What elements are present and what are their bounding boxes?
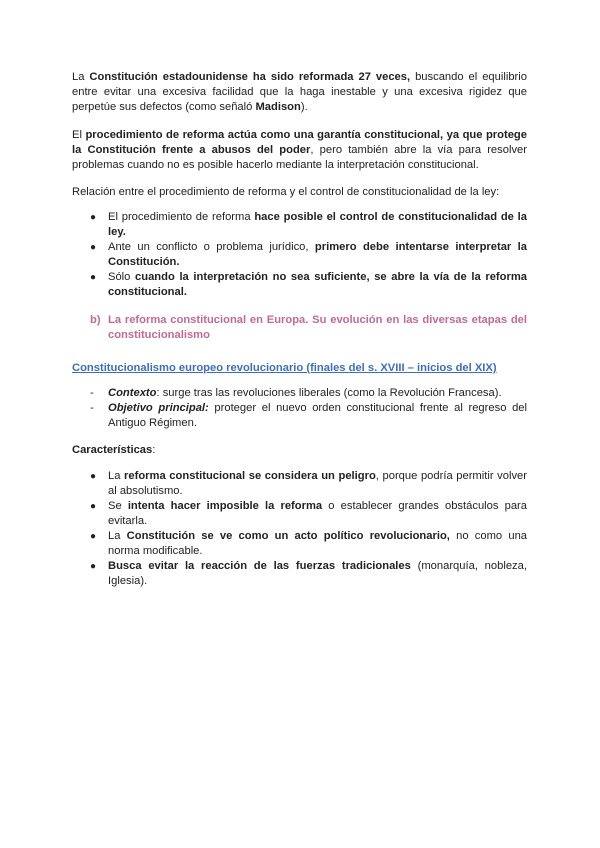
section-link-revolutionary[interactable]: Constitucionalismo europeo revolucionario (finales del s. XVIII – inicios del XIX): [72, 362, 497, 374]
bold-run: reforma constitucional se considera un peligro: [124, 470, 376, 482]
paragraph-reform-guarantee: [72, 128, 527, 173]
bold-run-madison: Madison: [255, 101, 301, 113]
dash-icon: -: [90, 387, 94, 399]
text-run: o establecer grandes obstáculos para evitarla.: [108, 500, 527, 527]
bold-run: intenta hacer imposible la reforma: [127, 500, 323, 512]
text-run: (monarquía, nobleza, Iglesia).: [108, 560, 527, 587]
item-label: Objetivo principal:: [108, 402, 209, 414]
text-run: La: [72, 71, 90, 83]
text-run: Se: [108, 500, 128, 512]
bullet-icon: ●: [90, 501, 97, 512]
section-heading-europe: [90, 313, 527, 343]
text-run: , porque podría permitir volver al absolutismo.: [108, 470, 527, 497]
bold-run: primero debe intentarse interpretar la Constitución.: [108, 241, 527, 268]
text-run: , pero también abre la vía para resolver problemas cuando no es posible hacerlo mediante la interpretación constitucional.: [72, 144, 527, 171]
heading-text: La reforma constitucional en Europa. Su evolución en las diversas etapas del constitucionalismo: [108, 314, 527, 341]
bullet-icon: ●: [90, 242, 97, 253]
bullet-icon: ●: [90, 561, 97, 572]
text-run: Ante un conflicto o problema jurídico,: [108, 241, 315, 253]
text-run: no como una norma modificable.: [108, 530, 528, 557]
text-run: Sólo: [108, 271, 136, 283]
item-label: Contexto: [108, 387, 157, 399]
bold-run: Constitución estadounidense ha sido reformada 27 veces,: [89, 71, 411, 83]
text-run: La: [108, 530, 127, 542]
list-item: [90, 469, 527, 499]
heading-letter: b): [90, 314, 101, 326]
list-item: [90, 240, 527, 270]
heading-text: Características: [72, 444, 153, 456]
list-item: [90, 499, 527, 529]
bullet-icon: ●: [90, 531, 97, 542]
heading-caracteristicas: [72, 443, 155, 458]
bold-run: procedimiento de reforma actúa como una garantía constitucional, ya que protege la Constitución frente a abusos del poder: [72, 129, 527, 156]
list-item: [90, 270, 527, 300]
list-item: [90, 210, 527, 240]
paragraph-relation: Relación entre el procedimiento de reforma y el control de constitucionalidad de la ley:: [72, 186, 500, 198]
bold-run: Busca evitar la reacción de las fuerzas tradicionales: [108, 560, 411, 572]
bullet-list-caracteristicas: [90, 469, 527, 589]
paragraph-us-constitution: [72, 70, 527, 115]
bullet-icon: ●: [90, 212, 97, 223]
bullet-icon: ●: [90, 471, 97, 482]
text-run: El procedimiento de reforma: [108, 211, 255, 223]
bullet-icon: ●: [90, 272, 97, 283]
bold-run: cuando la interpretación no sea suficiente, se abre la vía de la reforma constitucional.: [108, 271, 527, 298]
list-item: [90, 559, 527, 589]
text-run: buscando el equilibrio entre evitar una excesiva facilidad que la haga inestable y una excesiva rigidez que perpetúe sus defectos (como señaló: [72, 71, 527, 113]
heading-colon: :: [152, 444, 156, 456]
bold-run: Constitución se ve como un acto político revolucionario,: [126, 530, 450, 542]
text-run: El: [72, 129, 86, 141]
item-text: surge tras las revoluciones liberales (como la Revolución Francesa).: [162, 387, 502, 399]
list-item: [90, 401, 527, 431]
text-run: La: [108, 470, 125, 482]
text-run: ).: [300, 101, 308, 113]
bold-run: hace posible el control de constitucionalidad de la ley.: [108, 211, 527, 238]
list-item: [90, 529, 527, 559]
separator: :: [156, 387, 163, 399]
dash-list-context: [90, 386, 527, 431]
list-item: [90, 386, 527, 401]
bullet-list-relation: [90, 210, 527, 300]
dash-icon: -: [90, 402, 94, 414]
item-text: proteger el nuevo orden constitucional frente al regreso del Antiguo Régimen.: [108, 402, 527, 429]
